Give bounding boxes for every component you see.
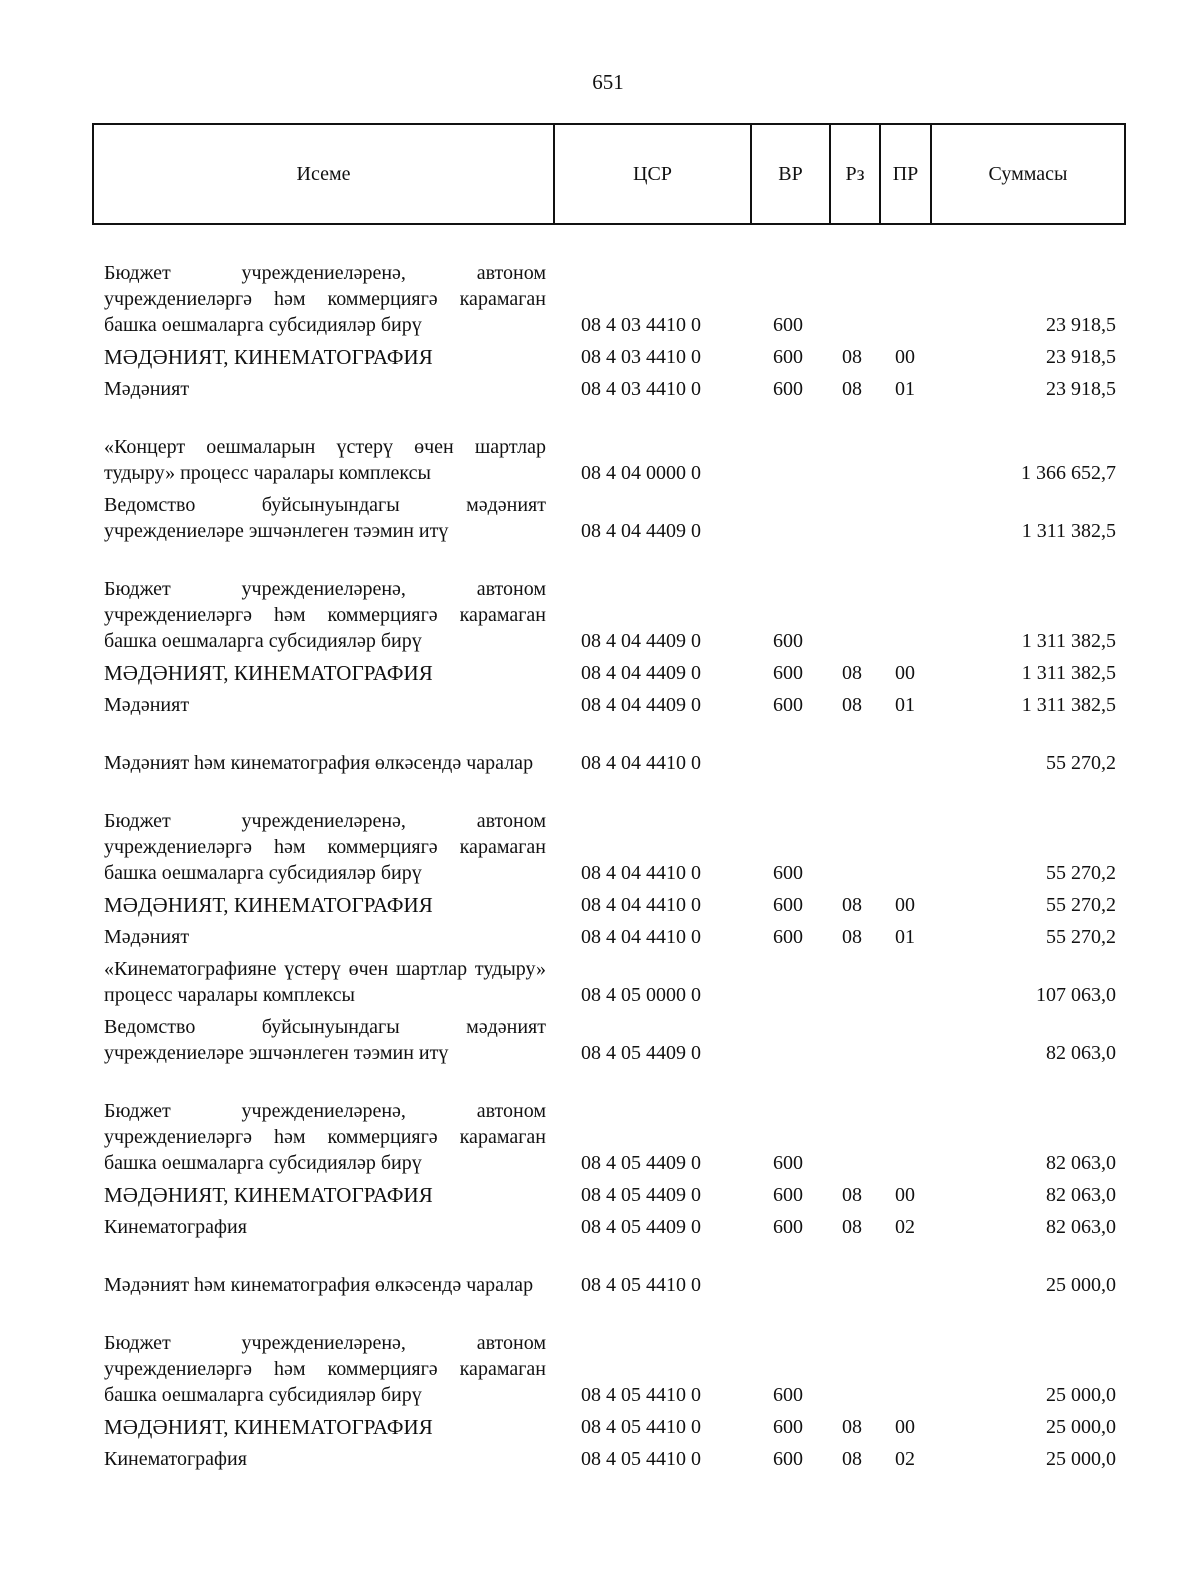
row-name: МӘДӘНИЯТ, КИНЕМАТОГРАФИЯ	[104, 345, 433, 369]
row-csr: 08 4 05 4409 0	[581, 1216, 701, 1238]
row-csr: 08 4 05 4410 0	[581, 1384, 701, 1406]
row-sum: 23 918,5	[1046, 378, 1116, 400]
table-row	[0, 228, 1200, 338]
row-vr: 600	[773, 1216, 803, 1238]
row-name: Бюджет учреждениеләренә, автоном учреждениеләргә һәм коммерциягә карамаган башка оешмаларга субсидияләр бирү	[104, 578, 546, 652]
table-row	[0, 1240, 1200, 1298]
row-csr: 08 4 05 4410 0	[581, 1274, 701, 1296]
row-name: Мәдәният һәм кинематография өлкәсендә чаралар	[104, 752, 534, 774]
table-row	[0, 686, 1200, 718]
table-header	[92, 123, 1126, 225]
row-csr: 08 4 05 4409 0	[581, 1042, 701, 1064]
row-sum: 1 366 652,7	[1021, 462, 1116, 484]
row-name: Мәдәният	[104, 378, 190, 400]
row-rz: 08	[842, 1216, 862, 1238]
table-row	[0, 886, 1200, 918]
row-rz: 08	[842, 894, 862, 916]
row-pr: 00	[895, 1416, 915, 1438]
row-csr: 08 4 05 4409 0	[581, 1184, 701, 1206]
row-vr: 600	[773, 694, 803, 716]
row-vr: 600	[773, 1152, 803, 1174]
header-sum: Суммасы	[931, 124, 1125, 224]
row-csr: 08 4 03 4410 0	[581, 346, 701, 368]
row-rz: 08	[842, 926, 862, 948]
row-name: Бюджет учреждениеләренә, автоном учреждениеләргә һәм коммерциягә карамаган башка оешмаларга субсидияләр бирү	[104, 262, 546, 336]
row-vr: 600	[773, 346, 803, 368]
row-vr: 600	[773, 1448, 803, 1470]
row-name: МӘДӘНИЯТ, КИНЕМАТОГРАФИЯ	[104, 661, 433, 685]
table-row	[0, 950, 1200, 1008]
row-csr: 08 4 05 0000 0	[581, 984, 701, 1006]
row-sum: 82 063,0	[1046, 1216, 1116, 1238]
row-name: Ведомство буйсынуындагы мәдәният учреждениеләре эшчәнлеген тәэмин итү	[104, 1016, 546, 1064]
row-sum: 82 063,0	[1046, 1042, 1116, 1064]
table-row	[0, 544, 1200, 654]
row-vr: 600	[773, 630, 803, 652]
header-vr: ВР	[751, 124, 830, 224]
row-name: Бюджет учреждениеләренә, автоном учреждениеләргә һәм коммерциягә карамаган башка оешмаларга субсидияләр бирү	[104, 1100, 546, 1174]
table-row	[0, 1208, 1200, 1240]
table-row	[0, 776, 1200, 886]
row-sum: 25 000,0	[1046, 1448, 1116, 1470]
row-name: Мәдәният	[104, 926, 190, 948]
row-vr: 600	[773, 314, 803, 336]
row-vr: 600	[773, 1184, 803, 1206]
row-csr: 08 4 05 4409 0	[581, 1152, 701, 1174]
row-pr: 02	[895, 1448, 915, 1470]
row-name: Ведомство буйсынуындагы мәдәният учреждениеләре эшчәнлеген тәэмин итү	[104, 494, 546, 542]
table-row	[0, 370, 1200, 402]
row-pr: 00	[895, 1184, 915, 1206]
row-sum: 82 063,0	[1046, 1152, 1116, 1174]
row-sum: 55 270,2	[1046, 926, 1116, 948]
table-row	[0, 1066, 1200, 1176]
row-vr: 600	[773, 862, 803, 884]
row-csr: 08 4 03 4410 0	[581, 378, 701, 400]
table-row	[0, 918, 1200, 950]
row-rz: 08	[842, 378, 862, 400]
row-pr: 00	[895, 894, 915, 916]
row-sum: 23 918,5	[1046, 314, 1116, 336]
table-row	[0, 486, 1200, 544]
row-csr: 08 4 04 4410 0	[581, 926, 701, 948]
row-name: Мәдәният һәм кинематография өлкәсендә чаралар	[104, 1274, 534, 1296]
row-csr: 08 4 04 4410 0	[581, 894, 701, 916]
row-sum: 55 270,2	[1046, 862, 1116, 884]
table-row	[0, 1408, 1200, 1440]
table-row	[0, 402, 1200, 486]
row-sum: 1 311 382,5	[1021, 694, 1116, 716]
row-sum: 25 000,0	[1046, 1274, 1116, 1296]
row-sum: 23 918,5	[1046, 346, 1116, 368]
table-row	[0, 1440, 1200, 1472]
row-rz: 08	[842, 1448, 862, 1470]
row-pr: 01	[895, 926, 915, 948]
row-rz: 08	[842, 694, 862, 716]
row-csr: 08 4 04 4409 0	[581, 520, 701, 542]
row-sum: 25 000,0	[1046, 1384, 1116, 1406]
table-row	[0, 718, 1200, 776]
row-rz: 08	[842, 662, 862, 684]
row-rz: 08	[842, 1416, 862, 1438]
row-csr: 08 4 03 4410 0	[581, 314, 701, 336]
row-pr: 01	[895, 694, 915, 716]
row-csr: 08 4 04 4409 0	[581, 662, 701, 684]
row-rz: 08	[842, 346, 862, 368]
row-sum: 55 270,2	[1046, 894, 1116, 916]
row-sum: 25 000,0	[1046, 1416, 1116, 1438]
row-pr: 00	[895, 346, 915, 368]
row-vr: 600	[773, 378, 803, 400]
row-csr: 08 4 05 4410 0	[581, 1416, 701, 1438]
header-name: Исеме	[93, 124, 554, 224]
row-name: МӘДӘНИЯТ, КИНЕМАТОГРАФИЯ	[104, 1415, 433, 1439]
row-name: МӘДӘНИЯТ, КИНЕМАТОГРАФИЯ	[104, 893, 433, 917]
row-sum: 55 270,2	[1046, 752, 1116, 774]
row-name: Кинематография	[104, 1216, 247, 1238]
row-name: «Концерт оешмаларын үстерү өчен шартлар тудыру» процесс чаралары комплексы	[104, 436, 546, 484]
header-rz: Рз	[830, 124, 880, 224]
table-row	[0, 1298, 1200, 1408]
row-csr: 08 4 04 4409 0	[581, 630, 701, 652]
table-row	[0, 654, 1200, 686]
row-sum: 1 311 382,5	[1021, 520, 1116, 542]
row-pr: 02	[895, 1216, 915, 1238]
row-rz: 08	[842, 1184, 862, 1206]
row-pr: 01	[895, 378, 915, 400]
row-name: МӘДӘНИЯТ, КИНЕМАТОГРАФИЯ	[104, 1183, 433, 1207]
row-csr: 08 4 04 4410 0	[581, 862, 701, 884]
row-name: Мәдәният	[104, 694, 190, 716]
row-csr: 08 4 04 4410 0	[581, 752, 701, 774]
row-vr: 600	[773, 1384, 803, 1406]
header-pr: ПР	[880, 124, 931, 224]
row-vr: 600	[773, 926, 803, 948]
row-sum: 1 311 382,5	[1021, 630, 1116, 652]
row-sum: 82 063,0	[1046, 1184, 1116, 1206]
row-csr: 08 4 04 4409 0	[581, 694, 701, 716]
table-row	[0, 1176, 1200, 1208]
page-number: 651	[592, 70, 624, 94]
row-sum: 1 311 382,5	[1021, 662, 1116, 684]
row-pr: 00	[895, 662, 915, 684]
row-csr: 08 4 05 4410 0	[581, 1448, 701, 1470]
row-name: Кинематография	[104, 1448, 247, 1470]
row-name: «Кинематографияне үстерү өчен шартлар тудыру» процесс чаралары комплексы	[104, 958, 546, 1006]
row-vr: 600	[773, 894, 803, 916]
table-row	[0, 1008, 1200, 1066]
row-csr: 08 4 04 0000 0	[581, 462, 701, 484]
table-body	[0, 228, 1200, 1472]
row-vr: 600	[773, 662, 803, 684]
row-vr: 600	[773, 1416, 803, 1438]
table-row	[0, 338, 1200, 370]
row-sum: 107 063,0	[1036, 984, 1116, 1006]
row-name: Бюджет учреждениеләренә, автоном учреждениеләргә һәм коммерциягә карамаган башка оешмаларга субсидияләр бирү	[104, 810, 546, 884]
header-csr: ЦСР	[554, 124, 751, 224]
row-name: Бюджет учреждениеләренә, автоном учреждениеләргә һәм коммерциягә карамаган башка оешмаларга субсидияләр бирү	[104, 1332, 546, 1406]
